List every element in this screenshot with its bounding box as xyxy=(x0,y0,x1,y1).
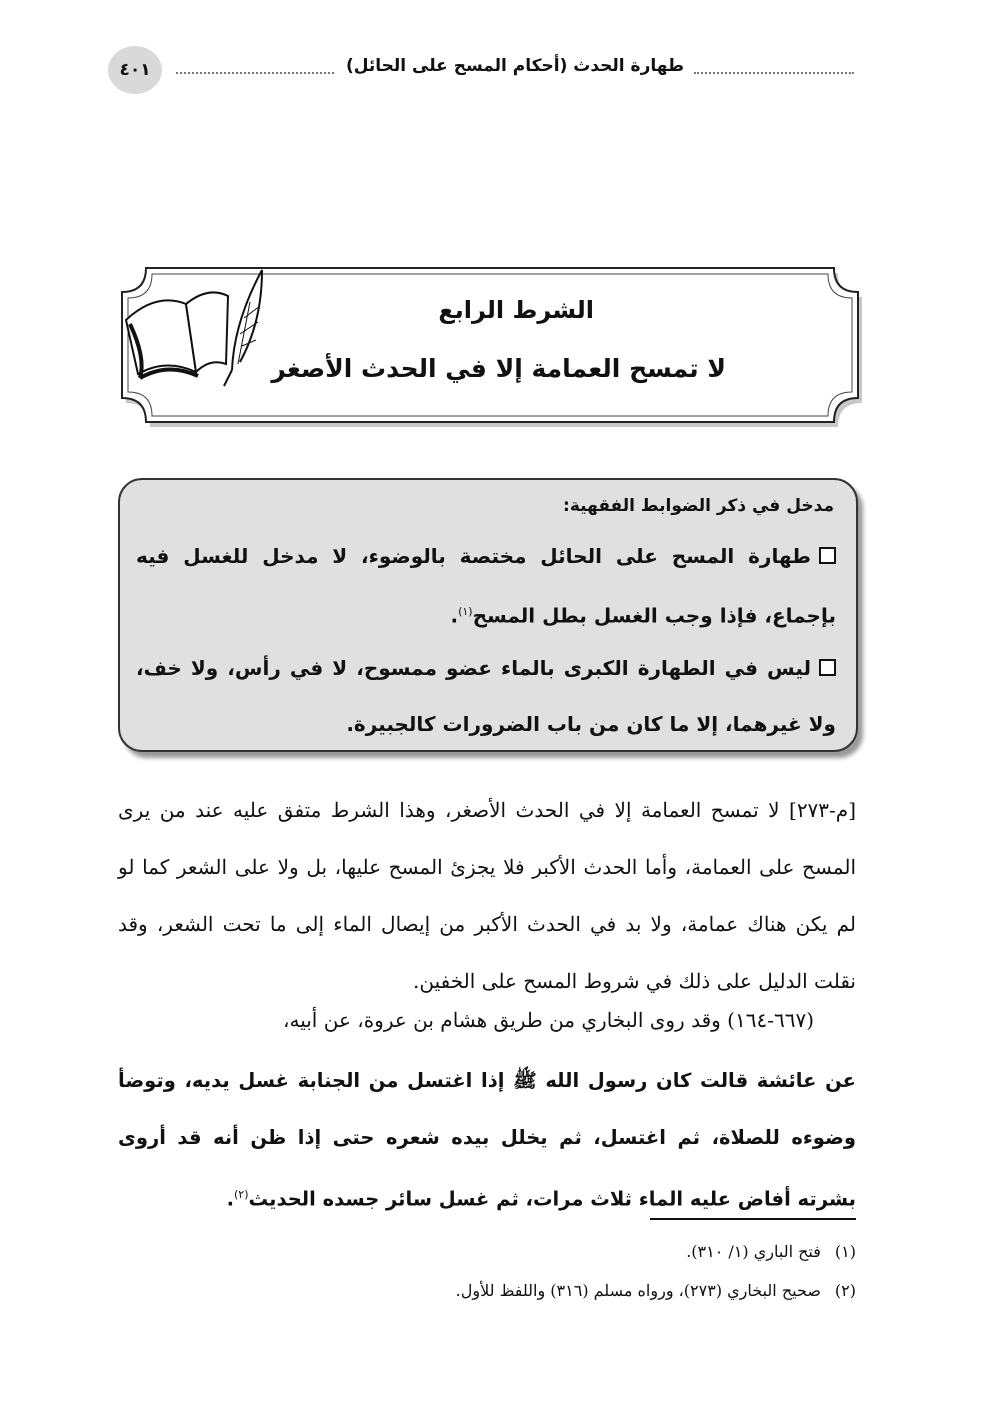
footnote-ref[interactable]: (١) xyxy=(458,605,473,618)
body-paragraph: [م-٢٧٣] لا تمسح العمامة إلا في الحدث الأصغر، وهذا الشرط متفق عليه عند من يرى المسح على العمامة، وأما الحدث الأكبر فلا يجزئ المسح عليها، بل ولا على الشعر كما لو لم يكن هناك عمامة، ولا بد في الحدث الأكبر من إيصال الماء إلى ما تحت الشعر، وقد نقلت الدليل على ذلك في شروط المسح على الخفين. xyxy=(118,798,856,993)
footnote-text: فتح الباري (١/ ٣١٠). xyxy=(686,1242,821,1261)
rule-text: ليس في الطهارة الكبرى بالماء عضو ممسوح، لا في رأس، ولا خف، ولا غيرهما، إلا ما كان من باب الضرورات كالجبيرة. xyxy=(136,656,836,736)
checkbox-bullet-icon xyxy=(819,659,836,676)
header-dots-right xyxy=(694,72,854,74)
rule-item xyxy=(136,640,836,752)
rule-text: طهارة المسح على الحائل مختصة بالوضوء، لا مدخل للغسل فيه بإجماع، فإذا وجب الغسل بطل المسح xyxy=(136,544,836,628)
checkbox-bullet-icon xyxy=(819,547,836,564)
fiqh-rules-box xyxy=(118,478,858,752)
section-subtitle: لا تمسح العمامة إلا في الحدث الأصغر xyxy=(271,354,726,383)
hadith-end-punct: . xyxy=(226,1187,234,1211)
section-title: الشرط الرابع xyxy=(438,296,594,324)
section-title-frame xyxy=(116,262,864,428)
footnote-mark: (٢) xyxy=(834,1281,856,1300)
footnote xyxy=(456,1281,856,1300)
rule-end-punct: . xyxy=(450,603,459,628)
footnote-ref[interactable]: (٢) xyxy=(234,1188,249,1201)
footnote-separator xyxy=(650,1218,856,1220)
page-number: ٤٠١ xyxy=(108,46,162,94)
hadith-text xyxy=(118,1052,856,1228)
book-and-quill-icon xyxy=(116,262,266,392)
running-title: طهارة الحدث (أحكام المسح على الحائل) xyxy=(345,56,684,76)
hadith-body: عن عائشة قالت كان رسول الله ﷺ إذا اغتسل من الجنابة غسل يديه، وتوضأ وضوءه للصلاة، ثم اغتسل، ثم يخلل بيده شعره حتى إذا ظن أنه قد أروى بشرته أفاض عليه الماء ثلاث مرات، ثم غسل سائر جسده الحديث xyxy=(118,1069,856,1211)
footnote-mark: (١) xyxy=(834,1242,856,1261)
header-dots-left xyxy=(176,72,334,74)
hadith-chain-paragraph: (٦٦٧-١٦٤) وقد روى البخاري من طريق هشام بن عروة، عن أبيه، xyxy=(283,1008,814,1032)
footnote xyxy=(686,1242,856,1261)
footnote-text: صحيح البخاري (٢٧٣)، ورواه مسلم (٣١٦) واللفظ للأول. xyxy=(455,1281,821,1300)
rule-item xyxy=(136,528,836,644)
rules-heading: مدخل في ذكر الضوابط الفقهية: xyxy=(563,496,834,516)
page-header xyxy=(108,46,854,98)
